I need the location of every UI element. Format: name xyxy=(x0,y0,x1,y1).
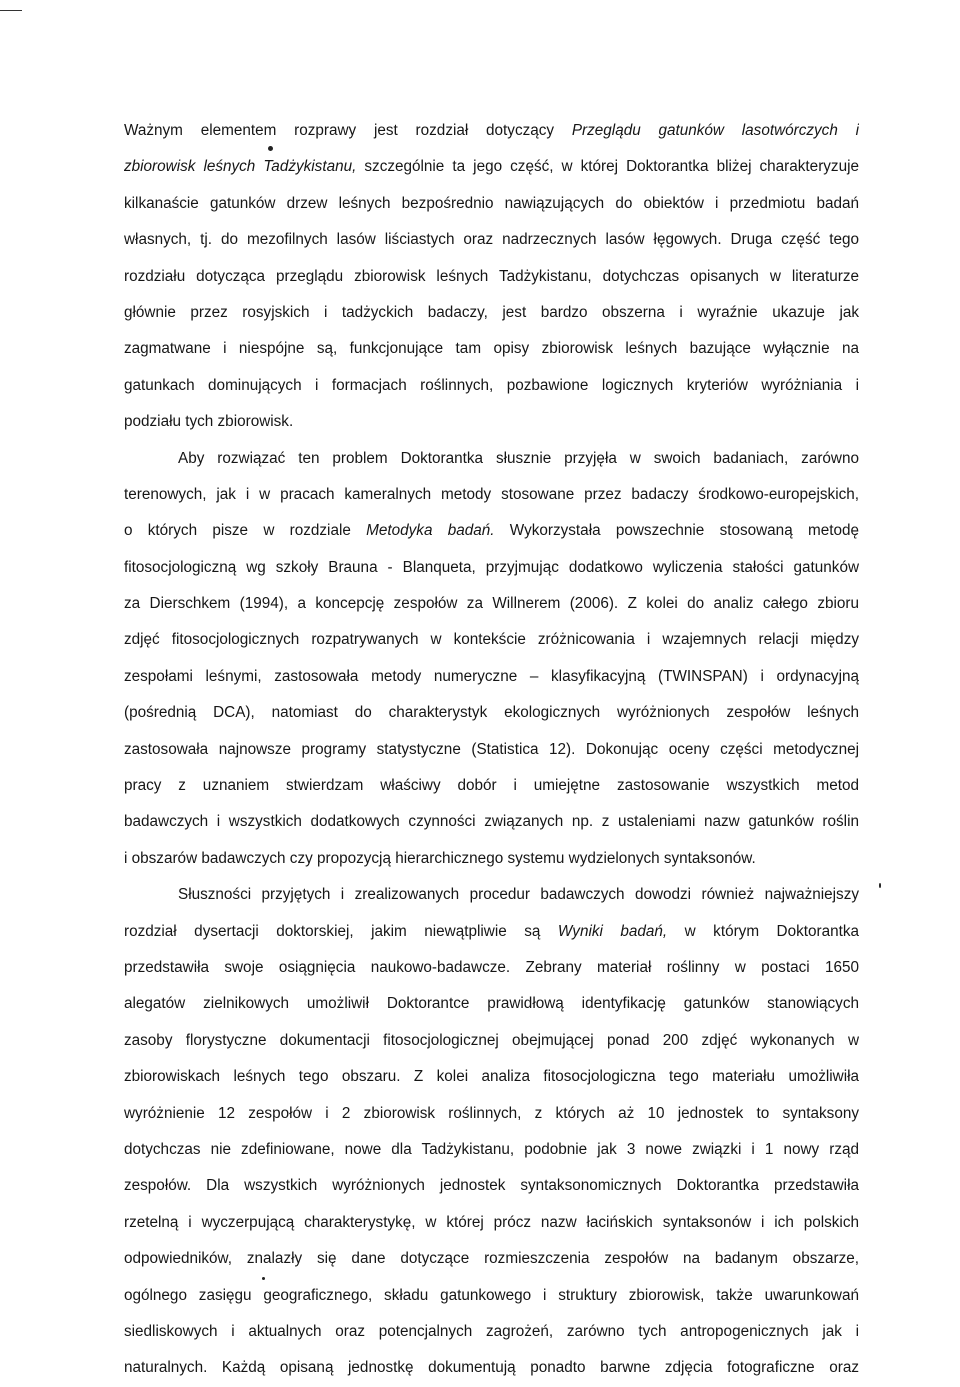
text-line xyxy=(124,113,859,149)
text-run: w którym Doktorantka xyxy=(667,922,859,940)
text-run: fitosocjologiczną wg szkoły Brauna - Blanqueta, przyjmując dodatkowo wyliczenia stałości gatunków xyxy=(124,558,859,576)
text-line xyxy=(124,1205,859,1241)
text-line xyxy=(124,1350,859,1386)
text-run: pracy z uznaniem stwierdzam właściwy dobór i umiejętne zastosowanie wszystkich metod xyxy=(124,777,859,795)
text-run: naturalnych. Każdą opisaną jednostkę dokumentują ponadto barwne zdjęcia fotograficzne oraz xyxy=(124,1359,859,1377)
text-line xyxy=(124,1278,859,1314)
text-line xyxy=(124,804,859,840)
text-run: Aby rozwiązać ten problem Doktorantka słusznie przyjęła w swoich badaniach, zarówno xyxy=(178,449,859,467)
text-line xyxy=(124,441,859,477)
paragraph xyxy=(124,877,859,1386)
text-run: i obszarów badawczych czy propozycją hierarchicznego systemu wydzielonych syntaksonów. xyxy=(124,849,756,867)
text-line xyxy=(124,477,859,513)
text-run: szczególnie ta jego część, w której Doktorantka bliżej charakteryzuje xyxy=(356,158,859,176)
text-line xyxy=(124,186,859,222)
text-run: odpowiedników, znalazły się dane dotyczące rozmieszczenia zespołów na badanym obszarze, xyxy=(124,1250,859,1268)
text-line xyxy=(124,659,859,695)
text-run: wyróżnienie 12 zespołów i 2 zbiorowisk roślinnych, z których aż 10 jednostek to syntaksony xyxy=(124,1104,859,1122)
italic-title: Metodyka badań. xyxy=(366,522,495,540)
text-line xyxy=(124,695,859,731)
text-run: głównie przez rosyjskich i tadżyckich badaczy, jest bardzo obszerna i wyraźnie ukazuje jak xyxy=(124,303,859,321)
text-run: zdjęć fitosocjologicznych rozpatrywanych w kontekście zróżnicowania i wzajemnych relacji między xyxy=(124,631,859,649)
text-line xyxy=(124,1096,859,1132)
paragraph xyxy=(124,113,859,441)
text-run: o których pisze w rozdziale xyxy=(124,522,367,540)
text-run: badawczych i wszystkich dodatkowych czynności związanych np. z ustaleniami nazw gatunków roślin xyxy=(124,813,859,831)
text-run: zagmatwane i niespójne są, funkcjonujące tam opisy zbiorowisk leśnych bazujące wyłącznie na xyxy=(124,340,859,358)
text-line xyxy=(124,550,859,586)
text-line xyxy=(124,368,859,404)
text-run: (pośrednią DCA), natomiast do charakterystyk ekologicznych wyróżnionych zespołów leśnych xyxy=(124,704,859,722)
text-line xyxy=(124,1023,859,1059)
text-run: zasoby florystyczne dokumentacji fitosocjologicznej obejmującej ponad 200 zdjęć wykonanych w xyxy=(124,1031,859,1049)
text-line xyxy=(124,622,859,658)
text-line xyxy=(124,1132,859,1168)
text-run: zbiorowiskach leśnych tego obszaru. Z kolei analiza fitosocjologiczna tego materiału umożliwiła xyxy=(124,1068,859,1086)
text-line xyxy=(124,149,859,185)
text-run: alegatów zielnikowych umożliwił Doktorantce prawidłową identyfikację gatunków stanowiących xyxy=(124,995,859,1013)
paragraph xyxy=(124,441,859,878)
text-line xyxy=(124,732,859,768)
corner-rule xyxy=(0,10,22,11)
text-run: gatunkach dominujących i formacjach roślinnych, pozbawione logicznych kryteriów wyróżniania i xyxy=(124,376,859,394)
text-run: terenowych, jak i w pracach kameralnych metody stosowane przez badaczy środkowo-europejskich, xyxy=(124,485,859,503)
text-line xyxy=(124,404,859,440)
document-body xyxy=(124,113,859,1387)
text-run: zastosowała najnowsze programy statystyczne (Statistica 12). Dokonując oceny części metodycznej xyxy=(124,740,859,758)
text-run: siedliskowych i aktualnych oraz potencjalnych zagrożeń, zarówno tych antropogenicznych jak i xyxy=(124,1322,859,1340)
text-line xyxy=(124,841,859,877)
text-run: dotychczas nie zdefiniowane, nowe dla Tadżykistanu, podobnie jak 3 nowe związki i 1 nowy rząd xyxy=(124,1140,859,1158)
text-line xyxy=(124,1241,859,1277)
italic-title: Przeglądu gatunków lasotwórczych i xyxy=(571,122,859,139)
text-run: rozdział dysertacji doktorskiej, jakim niewątpliwie są xyxy=(124,922,558,940)
text-run: kilkanaście gatunków drzew leśnych bezpośrednio nawiązujących do obiektów i przedmiotu badań xyxy=(124,194,859,212)
text-line xyxy=(124,914,859,950)
text-line xyxy=(124,259,859,295)
text-run: rozdziału dotycząca przeglądu zbiorowisk leśnych Tadżykistanu, dotychczas opisanych w literaturze xyxy=(124,267,859,285)
text-line xyxy=(124,986,859,1022)
text-line xyxy=(124,331,859,367)
text-line xyxy=(124,877,859,913)
text-run: ogólnego zasięgu geograficznego, składu gatunkowego i struktury zbiorowisk, także uwarunkowań xyxy=(124,1286,859,1304)
text-run: zespołów. Dla wszystkich wyróżnionych jednostek syntaksonomicznych Doktorantka przedstawiła xyxy=(124,1177,859,1195)
text-line xyxy=(124,513,859,549)
text-line xyxy=(124,1059,859,1095)
text-line xyxy=(124,950,859,986)
text-run: własnych, tj. do mezofilnych lasów liściastych oraz nadrzecznych lasów łęgowych. Druga część tego xyxy=(124,231,859,249)
text-run: rzetelną i wyczerpującą charakterystykę, w której prócz nazw łacińskich syntaksonów i ich polskich xyxy=(124,1213,859,1231)
text-line xyxy=(124,768,859,804)
scan-speck xyxy=(879,883,881,888)
text-run: Wykorzystała powszechnie stosowaną metodę xyxy=(494,522,859,540)
text-run: zespołami leśnymi, zastosowała metody numeryczne – klasyfikacyjną (TWINSPAN) i ordynacyjną xyxy=(124,667,859,685)
italic-title: zbiorowisk leśnych Tadżykistanu, xyxy=(124,158,357,176)
italic-title: Wyniki badań, xyxy=(557,922,668,940)
text-run: za Dierschkem (1994), a koncepcję zespołów za Willnerem (2006). Z kolei do analiz całego zbioru xyxy=(124,595,859,613)
text-line xyxy=(124,222,859,258)
text-run: przedstawiła swoje osiągnięcia naukowo-badawcze. Zebrany materiał roślinny w postaci 1650 xyxy=(124,958,859,976)
text-line xyxy=(124,1314,859,1350)
text-line xyxy=(124,295,859,331)
text-run: Ważnym elementem rozprawy jest rozdział dotyczący xyxy=(124,122,572,139)
text-line xyxy=(124,1168,859,1204)
text-run: podziału tych zbiorowisk. xyxy=(124,413,294,431)
text-line xyxy=(124,586,859,622)
text-run: Słuszności przyjętych i zrealizowanych procedur badawczych dowodzi również najważniejszy xyxy=(178,886,859,904)
